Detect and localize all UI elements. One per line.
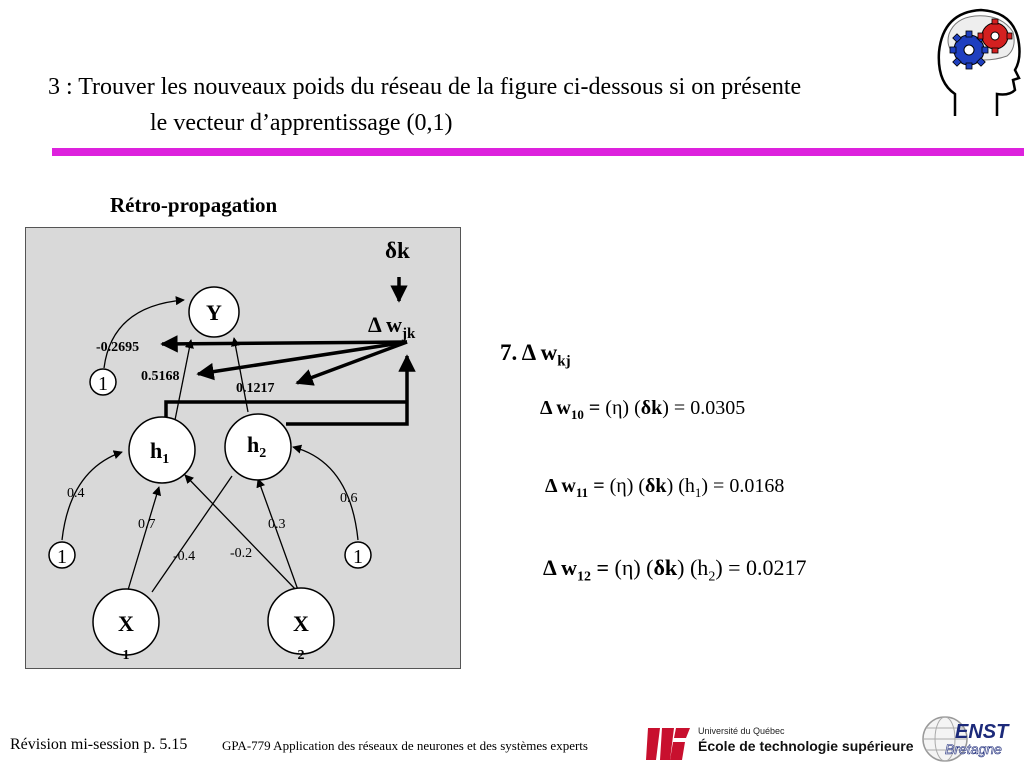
equation-w10: Δ $w_{10} = (\eta) (\delta k) = 0.0305$ [540, 397, 746, 422]
enst-logo-line2: Bretagne [945, 741, 1002, 757]
backprop-arrow-h2 [297, 342, 407, 383]
bias-right-label: 1 [353, 546, 363, 568]
footer-course-title: GPA-779 Application des réseaux de neurones et des systèmes experts [222, 738, 588, 753]
node-y-label: Y [206, 300, 222, 325]
weight-x2-h2: 0.3 [268, 517, 286, 532]
node-h2-label: $h_2$ [247, 432, 267, 461]
slide-title-line1: 3 : Trouver les nouveaux poids du réseau de la figure ci-dessous si on présente [48, 74, 802, 100]
weight-x1-h2: -0.4 [173, 549, 196, 564]
weight-h2-y: 0.1217 [236, 381, 275, 396]
weight-h1-y: 0.5168 [141, 369, 180, 384]
backprop-arrow-h1 [198, 342, 407, 374]
backprop-path-h1 [166, 402, 407, 418]
node-x1-sub: 1 [122, 648, 130, 663]
slide-title-line2: le vecteur d’apprentissage (0,1) [150, 110, 453, 136]
node-h1-label: $h_1$ [150, 438, 170, 467]
weight-bias-y: -0.2695 [96, 340, 140, 355]
edge-x2-h1 [185, 475, 298, 592]
node-x1-label: X [118, 611, 134, 636]
enst-logo-line1: ENST [955, 721, 1009, 743]
backprop-arrow-bias [162, 342, 407, 344]
bias-left-label: 1 [57, 546, 67, 568]
edge-x1-h2 [152, 476, 232, 592]
ets-logo-icon [646, 724, 692, 764]
delta-k-label: δk [385, 238, 410, 263]
ets-logo-line1: Université du Québec [698, 726, 785, 736]
footer-page-ref: Révision mi-session p. 5.15 [10, 736, 188, 753]
weight-bias-h1: 0.4 [67, 486, 85, 501]
equation-w12: Δ $w_{12} = (\eta)$ (δk) $(h_2) = 0.0217$ [543, 555, 807, 585]
diagram-heading: Rétro-propagation [110, 193, 278, 217]
node-x2-sub: 2 [297, 648, 305, 663]
edge-bias-top-y [104, 300, 184, 368]
edge-x2-h2 [258, 479, 298, 590]
edge-x1-h1 [128, 487, 159, 590]
equation-w11: Δ $w_{11} = (\eta)$ (δk) $(h_1) = 0.0168$ [545, 475, 785, 500]
results-heading: 7. Δ $w_{kj}$ [500, 340, 571, 370]
delta-w-jk-label: Δ $w_{jk}$ [368, 312, 416, 342]
ets-logo-line2: École de technologie supérieure [698, 738, 914, 754]
node-x2-label: X [293, 611, 309, 636]
weight-x2-h1: -0.2 [230, 546, 253, 561]
weight-x1-h1: 0.7 [138, 517, 156, 532]
bias-top-label: 1 [98, 373, 108, 395]
weight-bias-h2: 0.6 [340, 491, 358, 506]
